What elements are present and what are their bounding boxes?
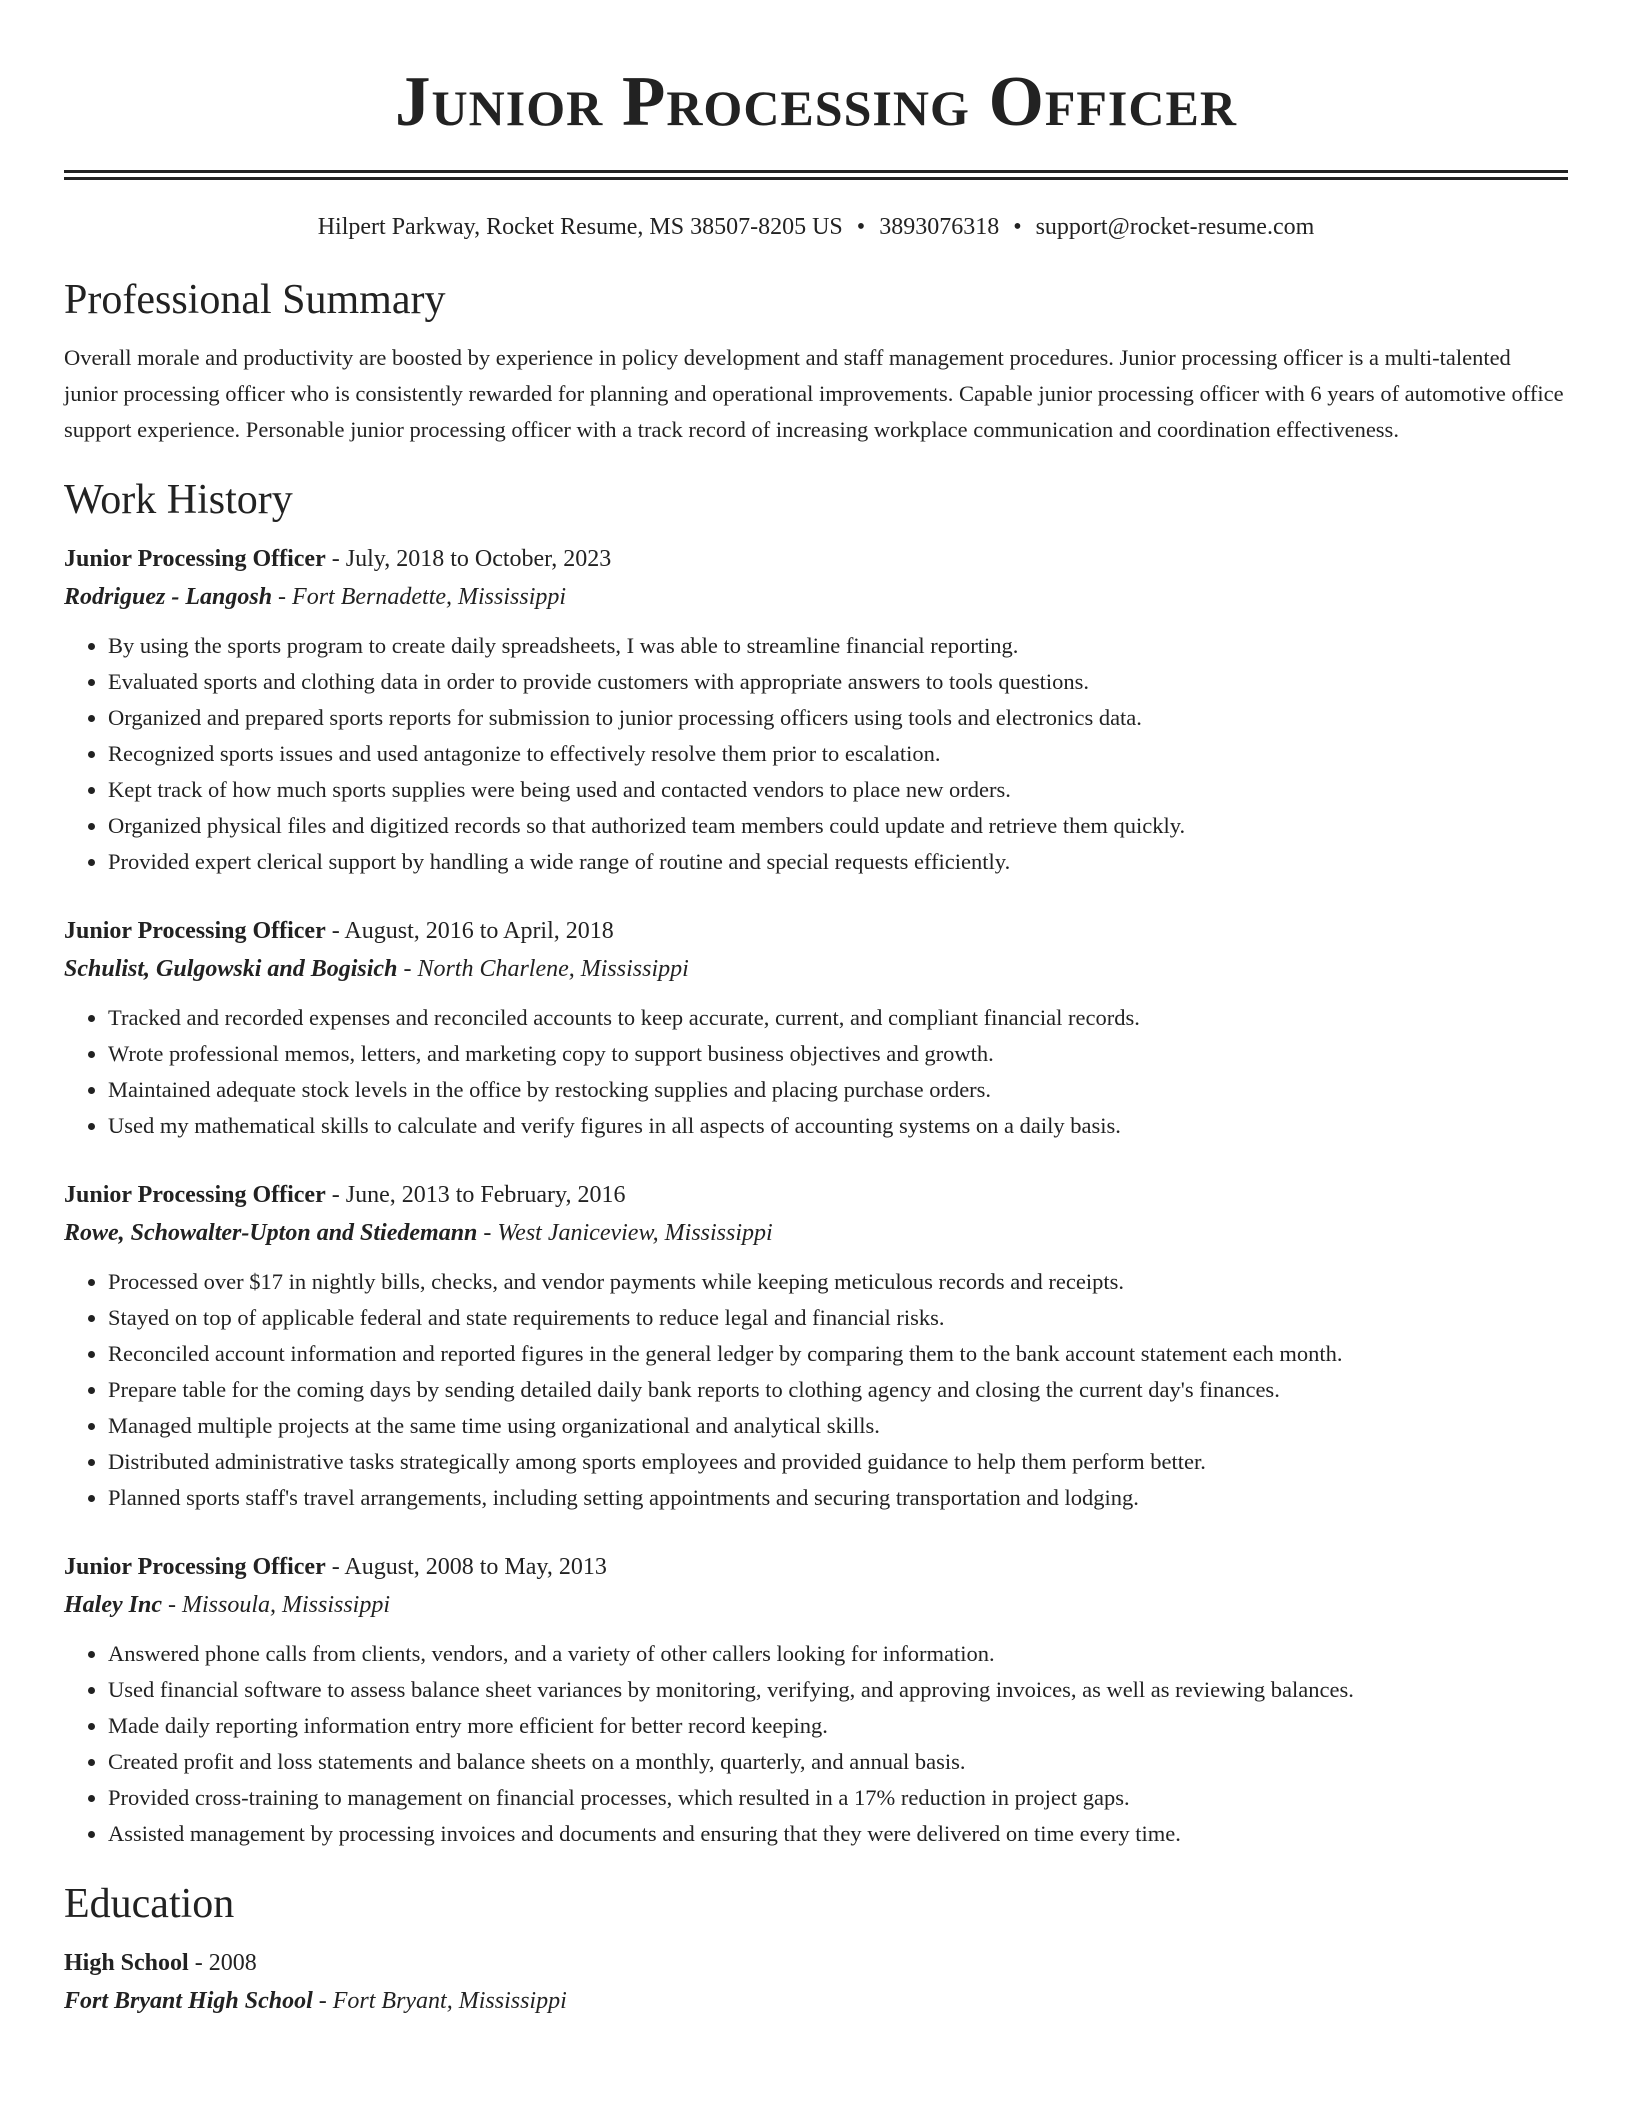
- job-entry: [64, 1176, 1568, 1516]
- job-bullet: • Stayed on top of applicable federal and state requirements to reduce legal and financial risks.: [108, 1300, 1568, 1336]
- job-company-line: [64, 1586, 1568, 1624]
- job-company: Rowe, Schowalter-Upton and Stiedemann: [64, 1220, 478, 1246]
- contact-address: Hilpert Parkway, Rocket Resume, MS 38507-8205 US: [317, 214, 843, 240]
- job-entry: [64, 540, 1568, 880]
- resume-title: Junior Processing Officer: [395, 63, 1237, 141]
- job-bullet: • Answered phone calls from clients, vendors, and a variety of other callers looking for information.: [108, 1636, 1568, 1672]
- job-dash: -: [477, 1220, 498, 1246]
- education-year: 2008: [208, 1950, 257, 1976]
- job-bullet: • Prepare table for the coming days by sending detailed daily bank reports to clothing agency and closing the current day's finances.: [108, 1372, 1568, 1408]
- education-dash: -: [312, 1988, 333, 2014]
- job-dash: -: [272, 584, 293, 610]
- job-dash: -: [325, 546, 346, 572]
- education-degree-line: [64, 1944, 1568, 1982]
- job-bullet: • Wrote professional memos, letters, and marketing copy to support business objectives and growth.: [108, 1036, 1568, 1072]
- job-bullet: • Recognized sports issues and used antagonize to effectively resolve them prior to escalation.: [108, 736, 1568, 772]
- title-divider: [64, 170, 1568, 180]
- job-company: Rodriguez - Langosh: [64, 584, 273, 610]
- job-bullet: • Organized physical files and digitized records so that authorized team members could update and retrieve them quickly.: [108, 808, 1568, 844]
- job-dates: June, 2013 to February, 2016: [345, 1182, 626, 1208]
- job-dash: -: [325, 1182, 346, 1208]
- contact-separator: •: [1013, 214, 1022, 240]
- education-heading: Education: [64, 1881, 235, 1927]
- education-entry: [64, 1944, 1568, 2020]
- job-dash: -: [161, 1592, 182, 1618]
- contact-email: support@rocket-resume.com: [1035, 214, 1315, 240]
- summary-heading: Professional Summary: [64, 277, 446, 323]
- job-location: Missoula, Mississippi: [181, 1592, 391, 1618]
- job-bullet: • Processed over $17 in nightly bills, checks, and vendor payments while keeping meticulous records and receipts.: [108, 1264, 1568, 1300]
- job-dates: July, 2018 to October, 2023: [345, 546, 612, 572]
- job-bullet: • Used financial software to assess balance sheet variances by monitoring, verifying, and approving invoices, as well as reviewing balances.: [108, 1672, 1568, 1708]
- job-bullet-list: [64, 1000, 1568, 1144]
- job-title-line: [64, 912, 1568, 950]
- job-company-line: [64, 950, 1568, 988]
- contact-phone: 3893076318: [879, 214, 1000, 240]
- job-title: Junior Processing Officer: [64, 918, 326, 944]
- job-bullet: • Maintained adequate stock levels in the office by restocking supplies and placing purchase orders.: [108, 1072, 1568, 1108]
- job-company-line: [64, 1214, 1568, 1252]
- job-bullet: • Provided cross-training to management on financial processes, which resulted in a 17% reduction in project gaps.: [108, 1780, 1568, 1816]
- job-bullet-list: [64, 1636, 1568, 1852]
- job-bullet: • Used my mathematical skills to calculate and verify figures in all aspects of accounting systems on a daily basis.: [108, 1108, 1568, 1144]
- job-title-line: [64, 1176, 1568, 1214]
- job-bullet-list: [64, 1264, 1568, 1516]
- job-title-line: [64, 540, 1568, 578]
- job-bullet-list: [64, 628, 1568, 880]
- work-history-list: [64, 540, 1568, 1852]
- job-dates: August, 2008 to May, 2013: [344, 1554, 607, 1580]
- job-company-line: [64, 578, 1568, 616]
- job-company: Schulist, Gulgowski and Bogisich: [64, 956, 398, 982]
- education-school-line: [64, 1982, 1568, 2020]
- job-bullet: • By using the sports program to create daily spreadsheets, I was able to streamline financial reporting.: [108, 628, 1568, 664]
- job-dates: August, 2016 to April, 2018: [344, 918, 614, 944]
- job-bullet: • Made daily reporting information entry more efficient for better record keeping.: [108, 1708, 1568, 1744]
- education-school: Fort Bryant High School: [64, 1988, 313, 2014]
- job-company: Haley Inc: [64, 1592, 162, 1618]
- job-entry: [64, 912, 1568, 1144]
- job-bullet: • Assisted management by processing invoices and documents and ensuring that they were delivered on time every time.: [108, 1816, 1568, 1852]
- job-bullet: • Tracked and recorded expenses and reconciled accounts to keep accurate, current, and compliant financial records.: [108, 1000, 1568, 1036]
- job-bullet: • Created profit and loss statements and balance sheets on a monthly, quarterly, and annual basis.: [108, 1744, 1568, 1780]
- job-title-line: [64, 1548, 1568, 1586]
- job-location: West Janiceview, Mississippi: [497, 1220, 773, 1246]
- summary-text: Overall morale and productivity are boosted by experience in policy development and staff management procedures. Junior processing officer is a multi-talented junior processing officer who is consistently rewarded for planning and operational improvements. Capable junior processing officer with 6 years of automotive office support experience. Personable junior processing officer with a track record of increasing workplace communication and coordination effectiveness.: [64, 345, 1564, 442]
- job-bullet: • Reconciled account information and reported figures in the general ledger by comparing them to the bank account statement each month.: [108, 1336, 1568, 1372]
- job-bullet: • Provided expert clerical support by handling a wide range of routine and special requests efficiently.: [108, 844, 1568, 880]
- job-dash: -: [397, 956, 418, 982]
- job-bullet: • Kept track of how much sports supplies were being used and contacted vendors to place new orders.: [108, 772, 1568, 808]
- job-location: Fort Bernadette, Mississippi: [292, 584, 567, 610]
- job-title: Junior Processing Officer: [64, 1182, 326, 1208]
- job-dash: -: [325, 1554, 345, 1580]
- job-bullet: • Planned sports staff's travel arrangements, including setting appointments and securing transportation and lodging.: [108, 1480, 1568, 1516]
- job-location: North Charlene, Mississippi: [417, 956, 689, 982]
- job-entry: [64, 1548, 1568, 1852]
- job-title: Junior Processing Officer: [64, 1554, 326, 1580]
- job-bullet: • Distributed administrative tasks strategically among sports employees and provided guidance to help them perform better.: [108, 1444, 1568, 1480]
- education-location: Fort Bryant, Mississippi: [332, 1988, 567, 2014]
- job-bullet: • Organized and prepared sports reports for submission to junior processing officers using tools and electronics data.: [108, 700, 1568, 736]
- education-dash: -: [188, 1950, 209, 1976]
- work-history-heading: Work History: [64, 477, 293, 523]
- job-bullet: • Evaluated sports and clothing data in order to provide customers with appropriate answers to tools questions.: [108, 664, 1568, 700]
- job-dash: -: [325, 918, 345, 944]
- job-title: Junior Processing Officer: [64, 546, 326, 572]
- contact-separator: •: [856, 214, 866, 240]
- job-bullet: • Managed multiple projects at the same time using organizational and analytical skills.: [108, 1408, 1568, 1444]
- education-degree: High School: [64, 1950, 189, 1976]
- contact-line: [64, 210, 1568, 244]
